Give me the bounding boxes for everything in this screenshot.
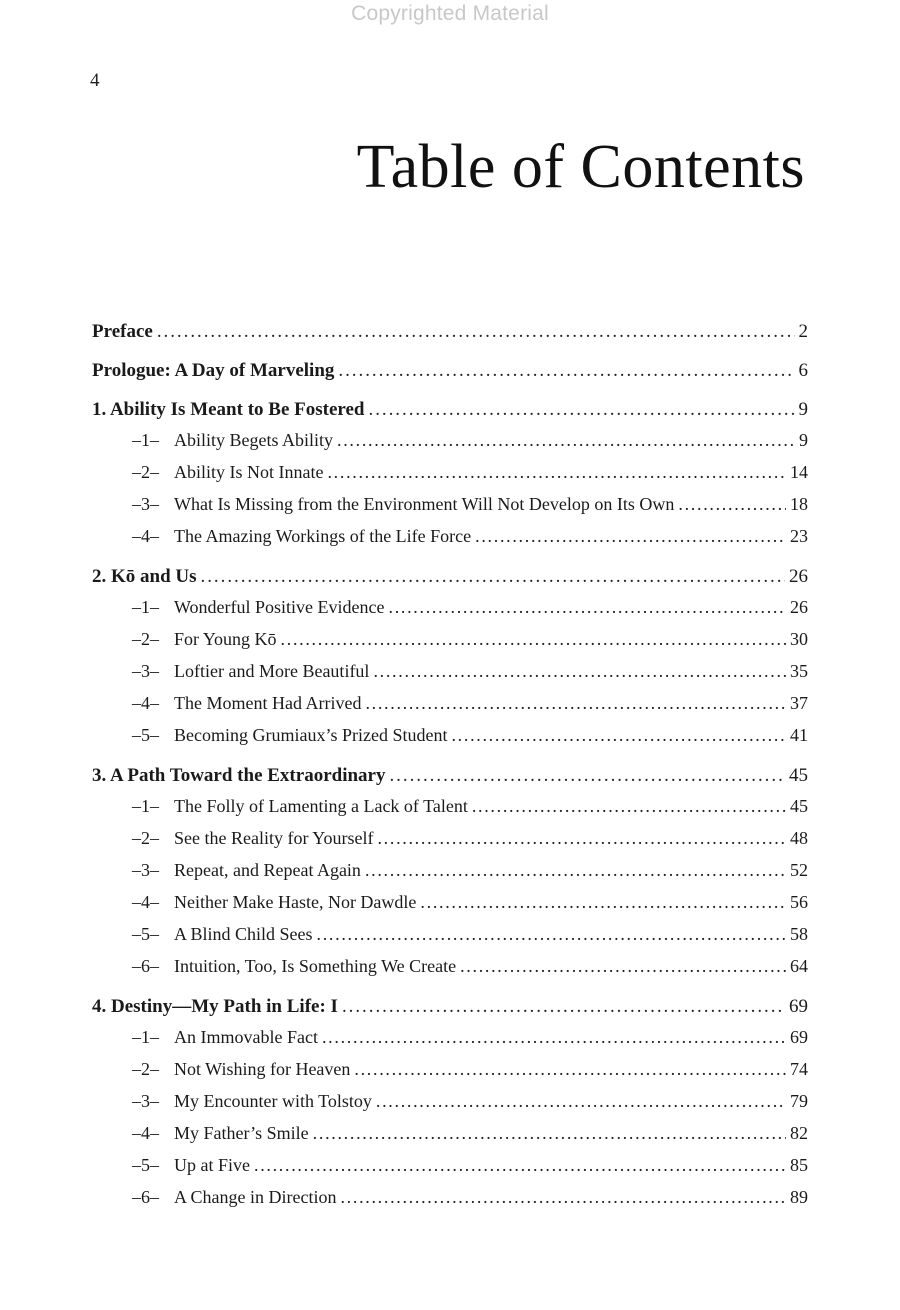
- section-title: An Immovable Fact: [174, 1027, 318, 1047]
- section-page-number: 35: [790, 661, 808, 681]
- section-title: For Young Kō: [174, 629, 277, 649]
- chapter-title: 4. Destiny—My Path in Life: I: [92, 996, 338, 1017]
- section-page-number: 52: [790, 860, 808, 880]
- section-number: –6–: [132, 1187, 159, 1207]
- dot-leader: [342, 993, 785, 1021]
- toc-section-entry[interactable]: [92, 1149, 808, 1181]
- chapter-page-number: 6: [798, 360, 808, 381]
- section-number: –2–: [132, 462, 159, 482]
- section-number: –4–: [132, 1123, 159, 1143]
- section-number: –1–: [132, 796, 159, 816]
- section-number: –3–: [132, 661, 159, 681]
- section-page-number: 74: [790, 1059, 808, 1079]
- section-page-number: 64: [790, 956, 808, 976]
- section-number: –1–: [132, 430, 159, 450]
- section-title: Ability Begets Ability: [174, 430, 334, 450]
- dot-leader: [678, 488, 786, 520]
- dot-leader: [327, 456, 786, 488]
- dot-leader: [281, 623, 786, 655]
- section-number: –2–: [132, 828, 159, 848]
- section-number: –2–: [132, 629, 159, 649]
- section-page-number: 48: [790, 828, 808, 848]
- section-title: Becoming Grumiaux’s Prized Student: [174, 725, 448, 745]
- toc-section-entry[interactable]: [92, 854, 808, 886]
- toc-chapter-entry[interactable]: [92, 396, 808, 424]
- toc-section-entry[interactable]: [92, 655, 808, 687]
- section-number: –6–: [132, 956, 159, 976]
- toc-section-entry[interactable]: [92, 687, 808, 719]
- toc-section-entry[interactable]: [92, 591, 808, 623]
- toc-chapter-entry[interactable]: [92, 357, 808, 385]
- toc-chapter: [92, 318, 808, 346]
- dot-leader: [201, 563, 785, 591]
- section-page-number: 41: [790, 725, 808, 745]
- chapter-page-number: 26: [789, 566, 808, 587]
- toc-section-entry[interactable]: [92, 886, 808, 918]
- dot-leader: [472, 790, 786, 822]
- section-title: Up at Five: [174, 1155, 250, 1175]
- chapter-page-number: 2: [798, 321, 808, 342]
- chapter-page-number: 45: [789, 765, 808, 786]
- dot-leader: [365, 854, 786, 886]
- dot-leader: [420, 886, 786, 918]
- dot-leader: [377, 822, 786, 854]
- toc-section-entry[interactable]: [92, 1021, 808, 1053]
- page-title: Table of Contents: [356, 133, 805, 201]
- section-page-number: 30: [790, 629, 808, 649]
- section-page-number: 85: [790, 1155, 808, 1175]
- section-title: My Father’s Smile: [174, 1123, 309, 1143]
- toc-section-entry[interactable]: [92, 822, 808, 854]
- toc-section-entry[interactable]: [92, 790, 808, 822]
- section-page-number: 69: [790, 1027, 808, 1047]
- dot-leader: [317, 918, 786, 950]
- section-number: –3–: [132, 494, 159, 514]
- section-title: A Change in Direction: [174, 1187, 337, 1207]
- toc-section-entry[interactable]: [92, 918, 808, 950]
- section-number: –3–: [132, 860, 159, 880]
- section-page-number: 79: [790, 1091, 808, 1111]
- section-title: See the Reality for Yourself: [174, 828, 374, 848]
- toc-chapter-entry[interactable]: [92, 318, 808, 346]
- chapter-page-number: 69: [789, 996, 808, 1017]
- dot-leader: [365, 687, 786, 719]
- chapter-title: Preface: [92, 321, 153, 342]
- section-title: Repeat, and Repeat Again: [174, 860, 361, 880]
- dot-leader: [389, 591, 787, 623]
- toc-section-entry[interactable]: [92, 719, 808, 751]
- toc-chapter: [92, 357, 808, 385]
- section-page-number: 18: [790, 494, 808, 514]
- toc-section-entry[interactable]: [92, 1053, 808, 1085]
- copyright-watermark: Copyrighted Material: [351, 2, 549, 25]
- section-title: The Moment Had Arrived: [174, 693, 362, 713]
- dot-leader: [369, 396, 795, 424]
- dot-leader: [376, 1085, 786, 1117]
- dot-leader: [313, 1117, 786, 1149]
- dot-leader: [338, 357, 794, 385]
- section-page-number: 14: [790, 462, 808, 482]
- dot-leader: [373, 655, 786, 687]
- section-title: Neither Make Haste, Nor Dawdle: [174, 892, 417, 912]
- section-title: Intuition, Too, Is Something We Create: [174, 956, 457, 976]
- chapter-title: 2. Kō and Us: [92, 566, 197, 587]
- section-title: My Encounter with Tolstoy: [174, 1091, 372, 1111]
- section-page-number: 89: [790, 1187, 808, 1207]
- section-title: Wonderful Positive Evidence: [174, 597, 385, 617]
- section-title: Ability Is Not Innate: [174, 462, 324, 482]
- section-title: A Blind Child Sees: [174, 924, 313, 944]
- toc-section-entry[interactable]: [92, 1181, 808, 1213]
- toc-chapter-entry[interactable]: [92, 762, 808, 790]
- section-page-number: 37: [790, 693, 808, 713]
- chapter-title: 3. A Path Toward the Extraordinary: [92, 765, 386, 786]
- section-page-number: 82: [790, 1123, 808, 1143]
- toc-chapter: [92, 396, 808, 552]
- section-number: –4–: [132, 526, 159, 546]
- section-number: –5–: [132, 1155, 159, 1175]
- toc-chapter: [92, 993, 808, 1213]
- toc-chapter: [92, 762, 808, 982]
- chapter-title: Prologue: A Day of Marveling: [92, 360, 335, 381]
- toc-section-entry[interactable]: [92, 1117, 808, 1149]
- toc-chapter: [92, 563, 808, 751]
- section-number: –4–: [132, 693, 159, 713]
- section-title: The Folly of Lamenting a Lack of Talent: [174, 796, 468, 816]
- toc-section-entry[interactable]: [92, 488, 808, 520]
- dot-leader: [354, 1053, 786, 1085]
- section-page-number: 26: [790, 597, 808, 617]
- chapter-title: 1. Ability Is Meant to Be Fostered: [92, 399, 365, 420]
- section-number: –5–: [132, 725, 159, 745]
- section-page-number: 45: [790, 796, 808, 816]
- table-of-contents: [92, 318, 808, 1224]
- toc-chapter-entry[interactable]: [92, 993, 808, 1021]
- toc-section-entry[interactable]: [92, 623, 808, 655]
- dot-leader: [389, 762, 785, 790]
- toc-section-entry[interactable]: [92, 424, 808, 456]
- toc-chapter-entry[interactable]: [92, 563, 808, 591]
- dot-leader: [340, 1181, 786, 1213]
- toc-section-entry[interactable]: [92, 456, 808, 488]
- section-page-number: 9: [799, 430, 808, 450]
- dot-leader: [475, 520, 786, 552]
- toc-section-entry[interactable]: [92, 950, 808, 982]
- section-page-number: 58: [790, 924, 808, 944]
- chapter-page-number: 9: [798, 399, 808, 420]
- dot-leader: [451, 719, 786, 751]
- section-number: –4–: [132, 892, 159, 912]
- toc-section-entry[interactable]: [92, 1085, 808, 1117]
- section-number: –5–: [132, 924, 159, 944]
- dot-leader: [337, 424, 795, 456]
- section-number: –1–: [132, 597, 159, 617]
- dot-leader: [254, 1149, 786, 1181]
- section-title: What Is Missing from the Environment Will Not Develop on Its Own: [174, 494, 675, 514]
- section-number: –3–: [132, 1091, 159, 1111]
- page-number: 4: [90, 70, 100, 91]
- section-page-number: 56: [790, 892, 808, 912]
- dot-leader: [157, 318, 795, 346]
- section-title: Loftier and More Beautiful: [174, 661, 370, 681]
- section-number: –2–: [132, 1059, 159, 1079]
- section-page-number: 23: [790, 526, 808, 546]
- section-title: The Amazing Workings of the Life Force: [174, 526, 472, 546]
- dot-leader: [460, 950, 786, 982]
- toc-section-entry[interactable]: [92, 520, 808, 552]
- section-number: –1–: [132, 1027, 159, 1047]
- section-title: Not Wishing for Heaven: [174, 1059, 351, 1079]
- dot-leader: [322, 1021, 786, 1053]
